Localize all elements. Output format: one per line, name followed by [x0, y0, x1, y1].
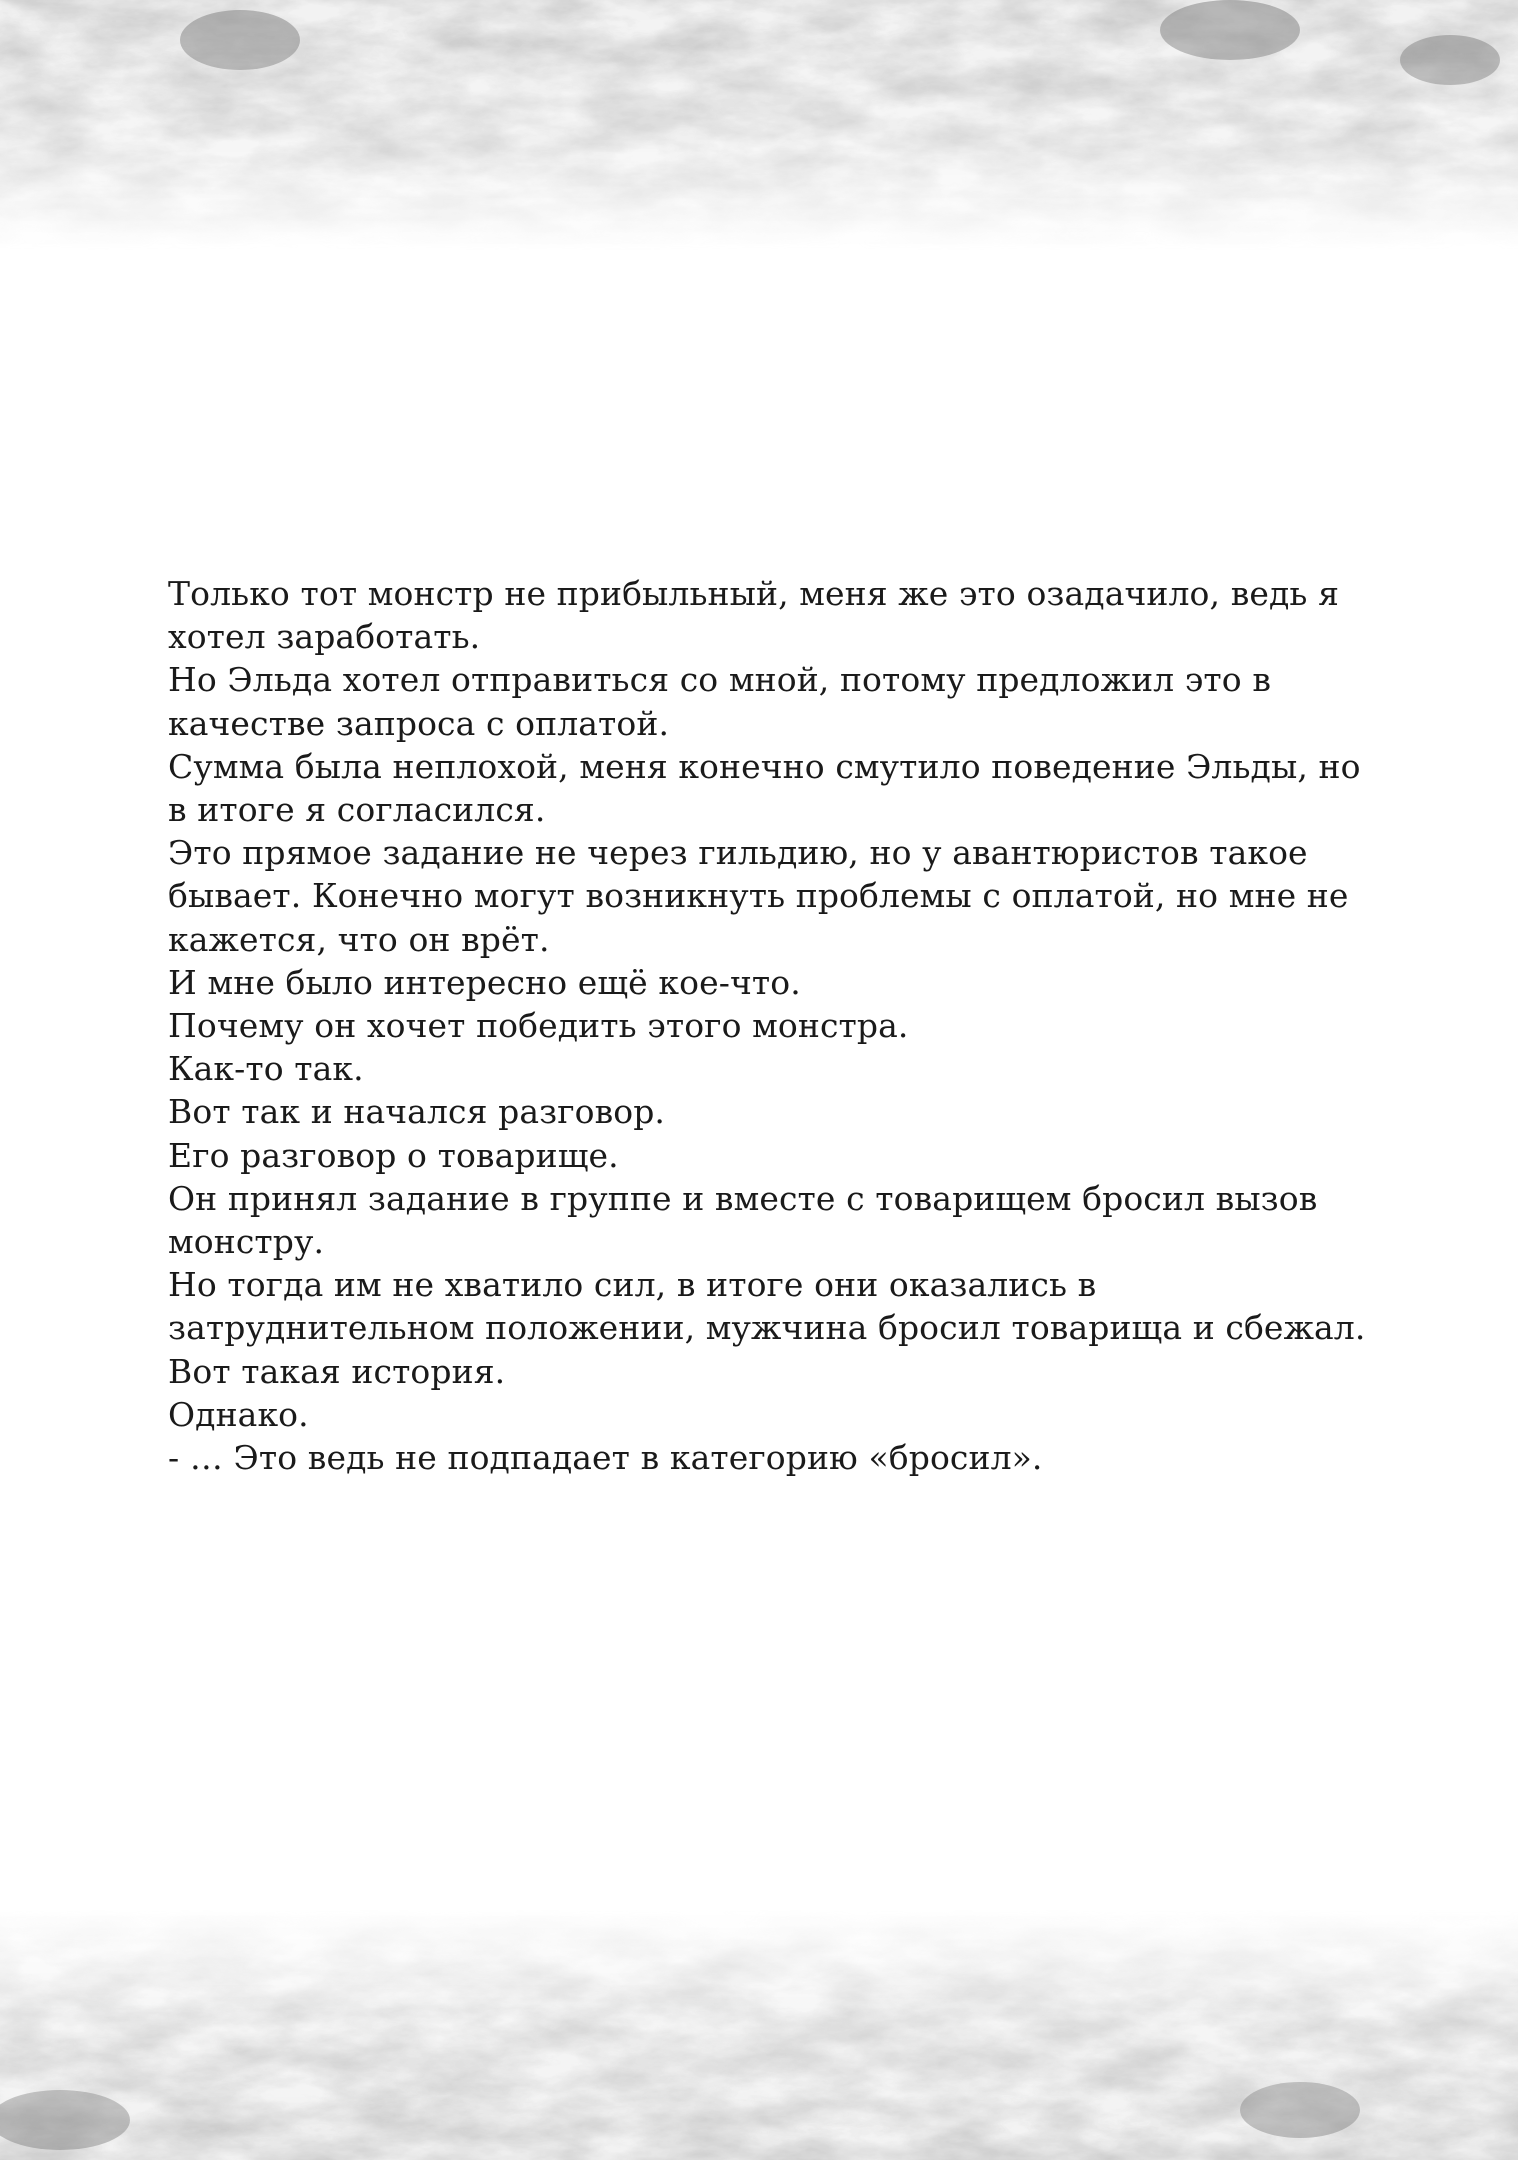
paragraph: И мне было интересно ещё кое-что. [168, 962, 801, 1002]
paragraph: Почему он хочет победить этого монстра. [168, 1006, 909, 1046]
paragraph: Он принял задание в группе и вместе с товарищем бросил вызов монстру. [168, 1178, 1318, 1262]
paragraph: Вот так и начался разговор. [168, 1092, 666, 1132]
paragraph: Сумма была неплохой, меня конечно смутило поведение Эльды, но в итоге я согласился. [168, 746, 1361, 830]
paragraph: Однако. [168, 1394, 309, 1434]
paragraph: - … Это ведь не подпадает в категорию «бросил». [168, 1438, 1043, 1478]
paragraph: Это прямое задание не через гильдию, но у авантюристов такое бывает. Конечно могут возникнуть проблемы с оплатой, но мне не кажется, что он врёт. [168, 833, 1349, 959]
paragraph: Как-то так. [168, 1049, 364, 1089]
stone-texture-top-border [0, 0, 1518, 250]
paragraph: Только тот монстр не прибыльный, меня же это озадачило, ведь я хотел заработать. [168, 574, 1339, 657]
paragraph: Но тогда им не хватило сил, в итоге они оказались в затруднительном положении, мужчина бросил товарища и сбежал. [168, 1265, 1366, 1348]
stone-texture-bottom-border [0, 1910, 1518, 2160]
paragraph: Вот такая история. [168, 1351, 506, 1391]
paragraph: Но Эльда хотел отправиться со мной, потому предложил это в качестве запроса с оплатой. [168, 660, 1272, 743]
story-text [168, 572, 1368, 1479]
paragraph: Его разговор о товарище. [168, 1135, 619, 1175]
